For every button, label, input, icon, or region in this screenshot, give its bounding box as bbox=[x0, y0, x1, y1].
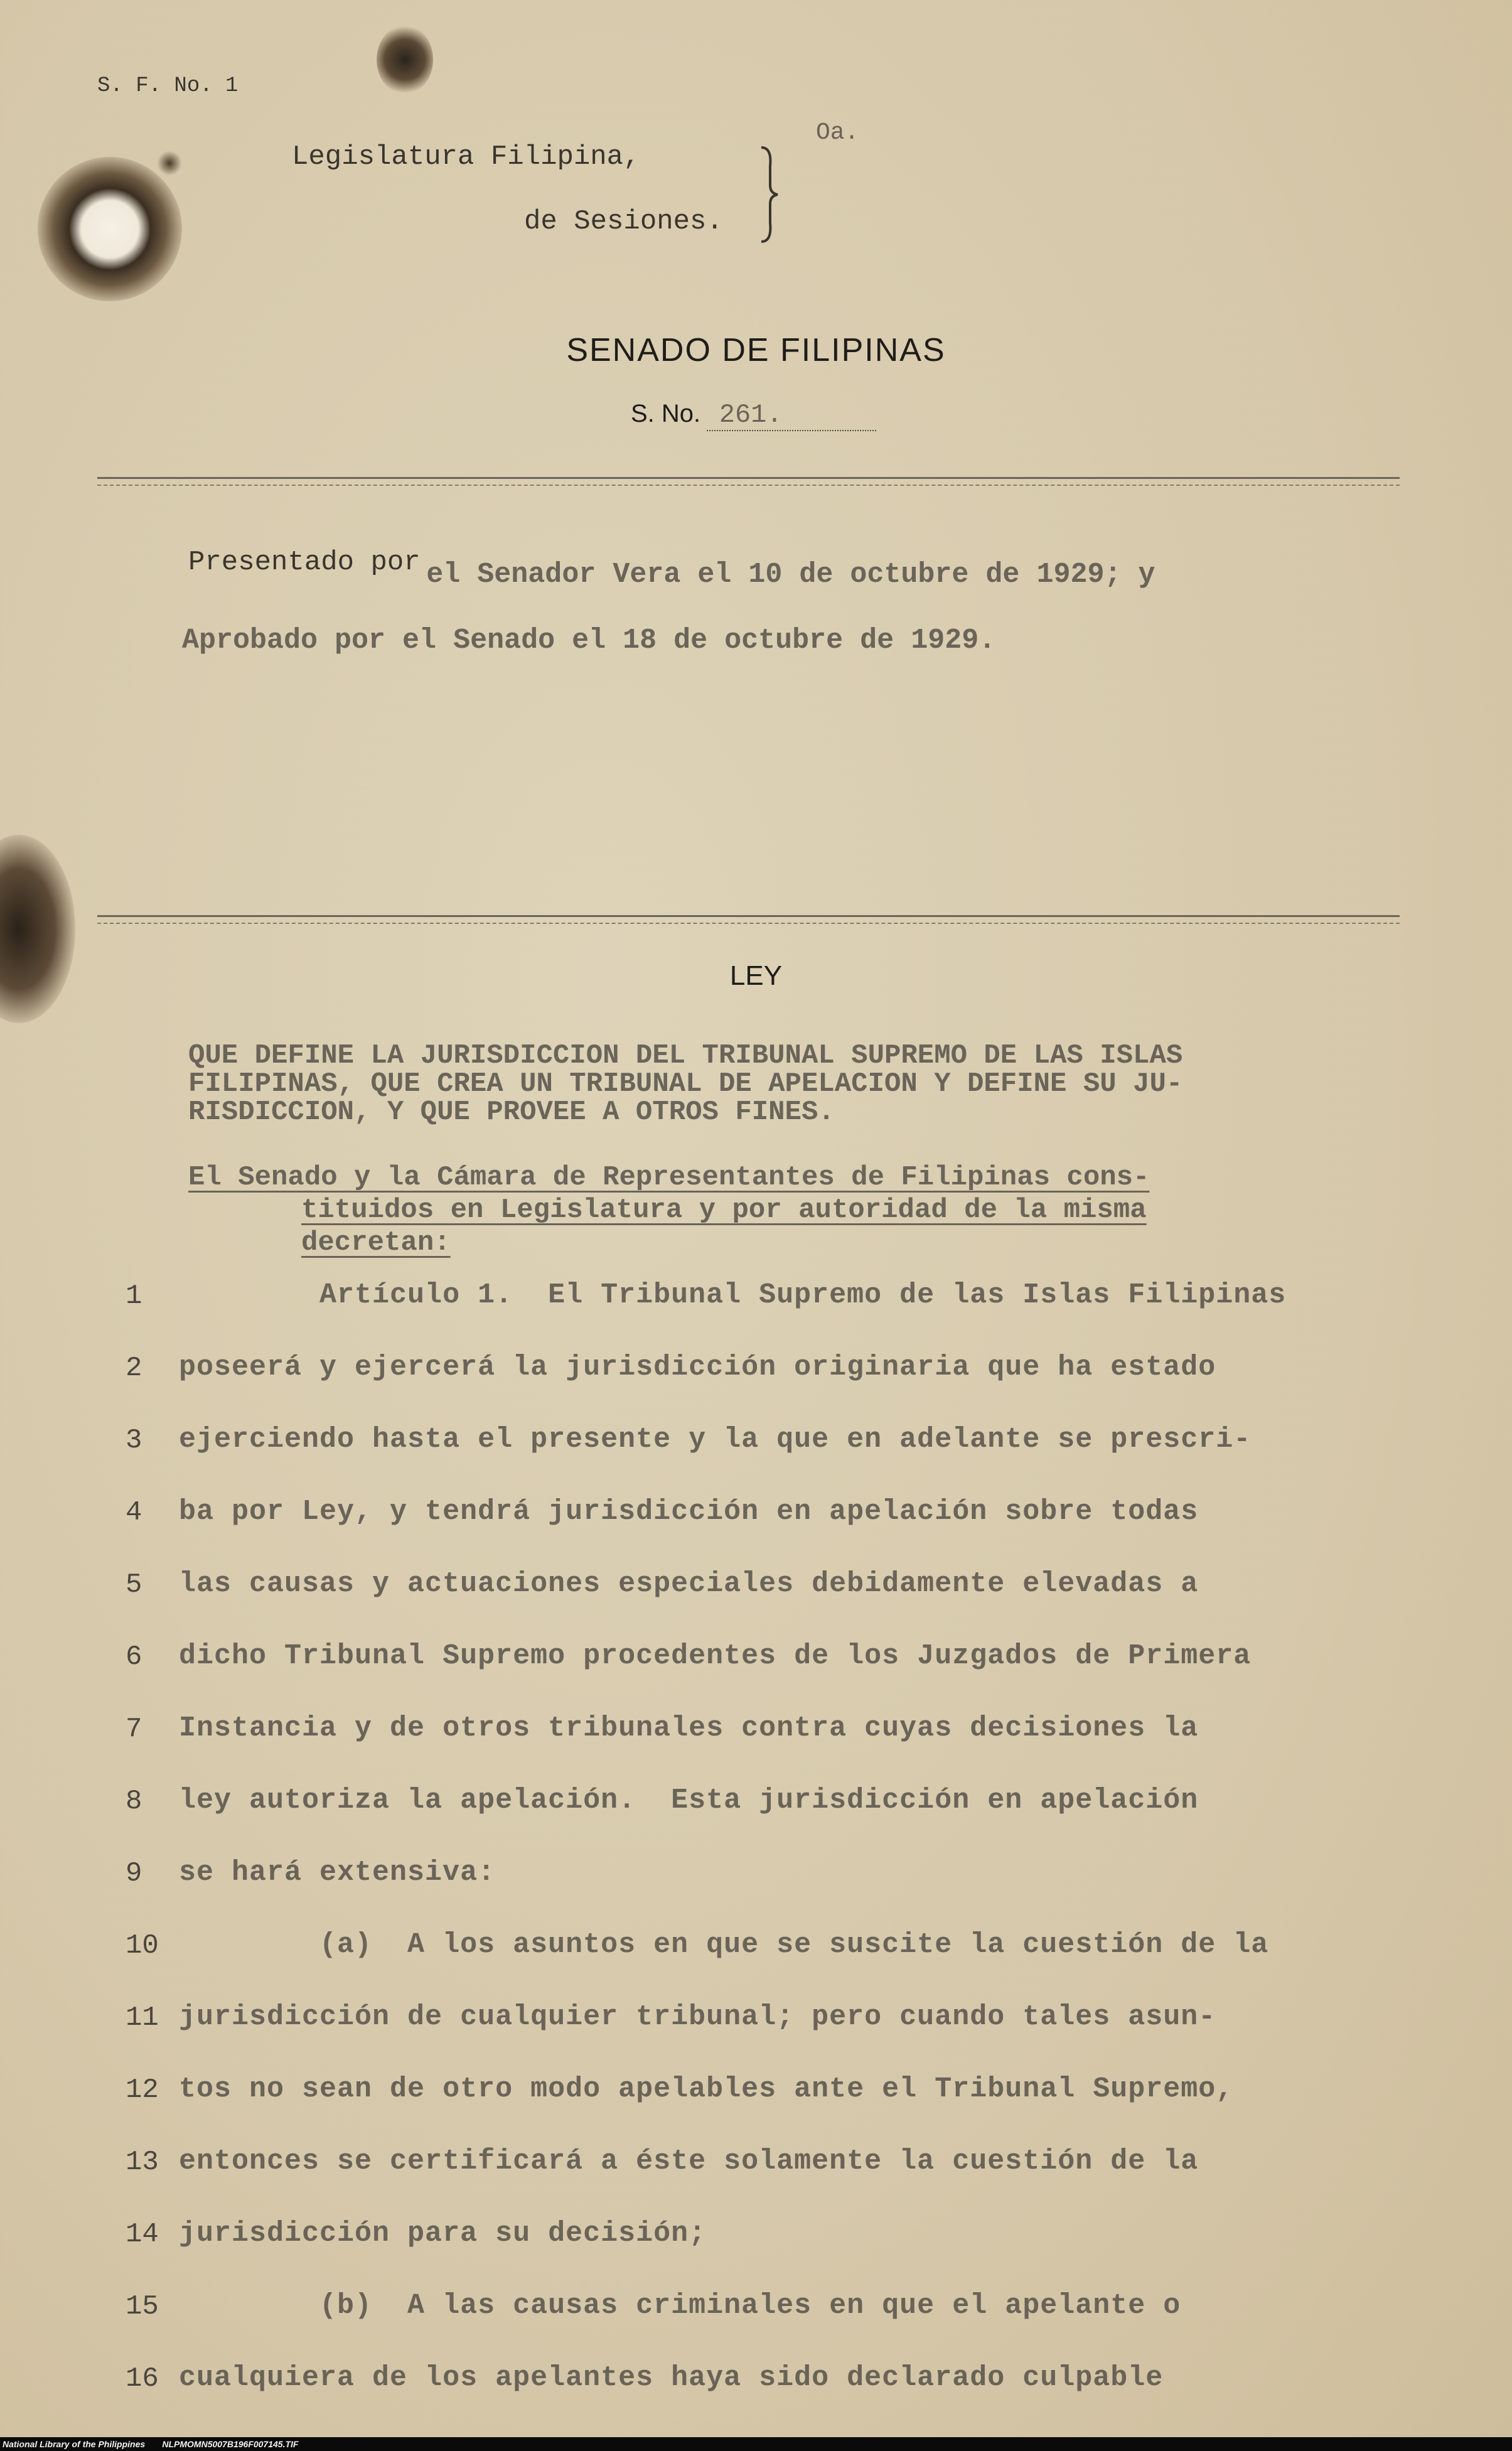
line-number: 7 bbox=[126, 1714, 142, 1745]
body-line: (b) A las causas criminales en que el apelante o bbox=[179, 2290, 1181, 2322]
middle-divider bbox=[97, 915, 1400, 917]
line-number: 9 bbox=[126, 1858, 142, 1889]
footer-library: National Library of the Philippines bbox=[3, 2439, 146, 2449]
line-number: 5 bbox=[126, 1569, 142, 1601]
top-divider-2 bbox=[97, 485, 1400, 486]
ley-summary bbox=[188, 1042, 1182, 1127]
line-number: 1 bbox=[126, 1280, 142, 1312]
line-number: 14 bbox=[126, 2219, 159, 2250]
body-line: se hará extensiva: bbox=[179, 1857, 496, 1889]
approval-line: Aprobado por el Senado el 18 de octubre de 1929. bbox=[182, 625, 996, 657]
body-line: ba por Ley, y tendrá jurisdicción en apelación sobre todas bbox=[179, 1496, 1199, 1528]
body-line: Artículo 1. El Tribunal Supremo de las Islas Filipinas bbox=[179, 1279, 1287, 1311]
footer-file-id: NLPMOMN5007B196F007145.TIF bbox=[162, 2439, 299, 2449]
legislature-label: Legislatura Filipina, bbox=[292, 141, 640, 173]
line-number: 11 bbox=[126, 2002, 159, 2034]
line-number: 13 bbox=[126, 2147, 159, 2178]
sessions-label: de Sesiones. bbox=[524, 206, 723, 237]
line-number: 12 bbox=[126, 2074, 159, 2106]
body-line: dicho Tribunal Supremo procedentes de los Juzgados de Primera bbox=[179, 1640, 1252, 1672]
body-line: entonces se certificará a éste solamente la cuestión de la bbox=[179, 2145, 1199, 2177]
line-number: 10 bbox=[126, 1930, 159, 1961]
burn-stain-margin bbox=[0, 835, 75, 1023]
body-line: jurisdicción para su decisión; bbox=[179, 2218, 707, 2250]
body-line: cualquiera de los apelantes haya sido declarado culpable bbox=[179, 2362, 1164, 2394]
ley-heading: LEY bbox=[729, 960, 783, 991]
line-number: 3 bbox=[126, 1425, 142, 1456]
sf-number: S. F. No. 1 bbox=[97, 74, 239, 98]
body-line: (a) A los asuntos en que se suscite la cuestión de la bbox=[179, 1929, 1269, 1961]
enacting-line: tituidos en Legislatura y por autoridad de la misma bbox=[301, 1194, 1147, 1226]
line-number: 4 bbox=[126, 1497, 142, 1528]
line-number: 2 bbox=[126, 1353, 142, 1384]
summary-line: RISDICCION, Y QUE PROVEE A OTROS FINES. bbox=[188, 1097, 835, 1128]
body-line: jurisdicción de cualquier tribunal; pero cuando tales asun- bbox=[179, 2001, 1216, 2033]
line-number: 15 bbox=[126, 2291, 159, 2322]
burn-stain-left bbox=[38, 157, 182, 301]
body-line: poseerá y ejercerá la jurisdicción originaria que ha estado bbox=[179, 1351, 1216, 1383]
footer-bar bbox=[0, 2437, 1512, 2451]
summary-line: FILIPINAS, QUE CREA UN TRIBUNAL DE APELACION Y DEFINE SU JU- bbox=[188, 1068, 1183, 1100]
bill-number: 261. bbox=[707, 400, 876, 431]
presented-by-label: Presentado por bbox=[188, 547, 421, 578]
enacting-clause bbox=[188, 1161, 1149, 1259]
bill-number-line bbox=[631, 400, 876, 431]
middle-divider-2 bbox=[97, 923, 1400, 924]
body-line: ejerciendo hasta el presente y la que en adelante se prescri- bbox=[179, 1424, 1252, 1456]
presentation-line-1 bbox=[188, 546, 1155, 591]
enacting-line: El Senado y la Cámara de Representantes de Filipinas cons- bbox=[188, 1162, 1150, 1193]
body-line: las causas y actuaciones especiales debidamente elevadas a bbox=[179, 1568, 1199, 1600]
summary-line: QUE DEFINE LA JURISDICCION DEL TRIBUNAL SUPREMO DE LAS ISLAS bbox=[188, 1040, 1183, 1071]
senate-title: SENADO DE FILIPINAS bbox=[566, 332, 946, 368]
line-number: 8 bbox=[126, 1786, 142, 1817]
top-divider bbox=[97, 477, 1400, 479]
presented-by-detail: el Senador Vera el 10 de octubre de 1929; y bbox=[426, 559, 1155, 591]
bill-prefix: S. No. bbox=[631, 400, 701, 427]
body-line: Instancia y de otros tribunales contra cuyas decisiones la bbox=[179, 1712, 1199, 1744]
line-number: 6 bbox=[126, 1641, 142, 1673]
line-number: 16 bbox=[126, 2363, 159, 2395]
enacting-line: decretan: bbox=[301, 1227, 451, 1258]
stain-small bbox=[157, 151, 182, 176]
brace-icon bbox=[756, 144, 781, 245]
ordinal-label: Oa. bbox=[816, 119, 859, 146]
burn-stain-top bbox=[377, 25, 433, 94]
body-line: ley autoriza la apelación. Esta jurisdicción en apelación bbox=[179, 1784, 1199, 1816]
body-line: tos no sean de otro modo apelables ante el Tribunal Supremo, bbox=[179, 2073, 1234, 2105]
